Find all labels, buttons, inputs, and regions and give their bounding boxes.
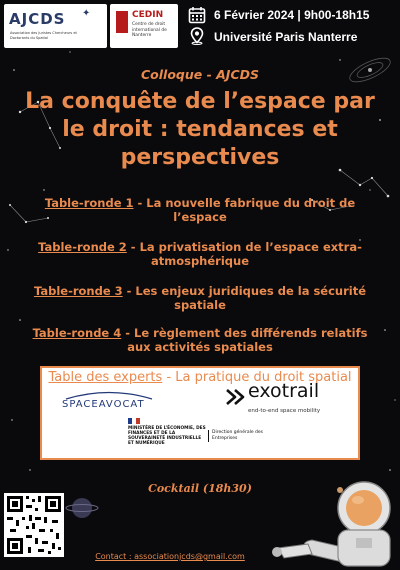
cedin-logo-subtitle: Centre de droit international de Nanterre [132,22,167,38]
cedin-mark-icon [116,11,128,33]
ministry-department: Direction générale des Entreprises [208,430,268,442]
roundtable-separator: - [126,240,140,254]
roundtable-label: Table-ronde 1 [44,196,134,210]
roundtable-text: La privatisation de l’espace extra-atmosphérique [139,240,362,268]
ministry-logo: MINISTÈRE DE L’ÉCONOMIE, DES FINANCES ET DE LA SOUVERAINETÉ INDUSTRIELLE ET NUMÉRIQUE [128,426,206,446]
roundtable-label: Table-ronde 4 [32,326,122,340]
event-title: La conquête de l’espace par le droit : tendances et perspectives [25,89,375,170]
experts-label: Table des experts [48,370,163,385]
roundtable-item [20,326,380,354]
roundtable-separator: - [121,326,135,340]
ajcds-logo-subtitle: Association des Juristes Chercheurs et Doctorants du Spatial [10,31,77,40]
roundtable-text: Le règlement des différends relatifs aux activités spatiales [127,326,368,354]
roundtable-text: La nouvelle fabrique du droit de l’espace [146,196,356,224]
spaceavocat-logo: SPACEAVOCAT [62,399,145,410]
roundtable-item [20,240,380,268]
roundtable-text: Les enjeux juridiques de la sécurité spatiale [135,284,367,312]
ajcds-logo-text: AJCDS [9,10,66,28]
cedin-logo [110,4,178,48]
contact-line [0,552,340,561]
cocktail-time: Cocktail (18h30) [148,482,252,495]
qr-code [4,493,64,557]
star-icon: ✦ [82,8,91,19]
roundtable-label: Table-ronde 2 [38,240,127,254]
contact-email-link[interactable]: associationjcds@gmail.com [134,552,245,561]
roundtable-item [20,196,380,224]
experts-panel [40,366,360,460]
location-pin-icon [188,27,206,45]
exotrail-mark-icon [224,386,246,408]
roundtable-label: Table-ronde 3 [33,284,123,298]
exotrail-logo: exotrail [248,380,320,402]
roundtable-separator: - [122,284,136,298]
exotrail-tagline: end-to-end space mobility [248,408,321,414]
ajcds-logo [4,4,107,48]
calendar-icon [188,6,206,24]
roundtable-separator: - [133,196,147,210]
experts-text: La pratique du droit spatial [175,370,352,385]
roundtable-item [20,284,380,312]
marianne-flag-icon [128,418,140,424]
event-location: Université Paris Nanterre [214,30,358,44]
cedin-logo-text: CEDIN [132,10,164,20]
experts-separator: - [162,370,176,385]
contact-label: Contact : [95,552,135,561]
event-subtitle: Colloque - AJCDS [140,67,259,82]
event-date: 6 Février 2024 | 9h00-18h15 [214,8,370,22]
